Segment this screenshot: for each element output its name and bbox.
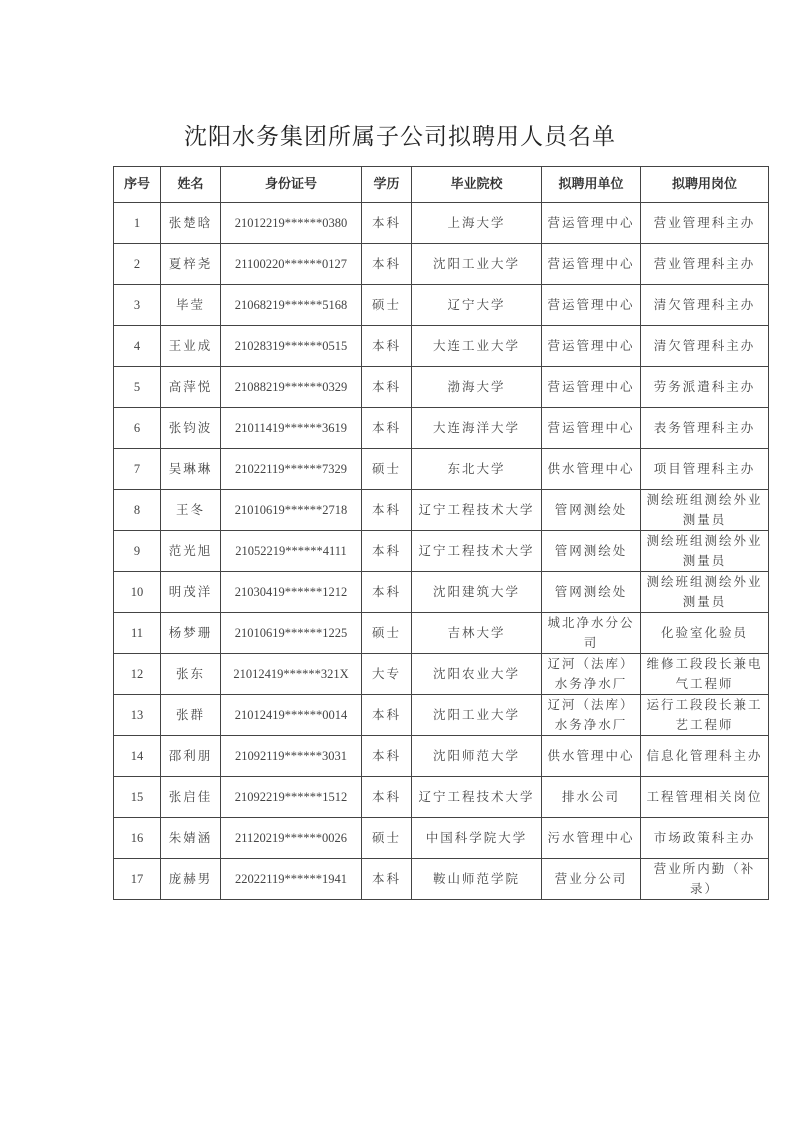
name-cell: 张楚晗: [161, 203, 221, 244]
table-row: [114, 654, 769, 695]
id-number-cell: 21012219******0380: [221, 203, 362, 244]
seq-cell: 5: [114, 367, 161, 408]
seq-cell: 14: [114, 736, 161, 777]
education-cell: 本科: [362, 244, 412, 285]
header-school: 毕业院校: [412, 167, 542, 203]
name-cell: 明茂洋: [161, 572, 221, 613]
school-cell: 沈阳工业大学: [412, 244, 542, 285]
education-cell: 本科: [362, 203, 412, 244]
name-cell: 张钧波: [161, 408, 221, 449]
table-row: [114, 572, 769, 613]
unit-cell: 城北净水分公司: [542, 613, 641, 654]
id-number-cell: 21030419******1212: [221, 572, 362, 613]
name-cell: 朱婧涵: [161, 818, 221, 859]
id-number-cell: 21012419******321X: [221, 654, 362, 695]
post-cell: 清欠管理科主办: [641, 285, 769, 326]
seq-cell: 13: [114, 695, 161, 736]
post-cell: 测绘班组测绘外业测量员: [641, 490, 769, 531]
education-cell: 本科: [362, 736, 412, 777]
post-cell: 维修工段段长兼电气工程师: [641, 654, 769, 695]
education-cell: 本科: [362, 859, 412, 900]
seq-cell: 6: [114, 408, 161, 449]
unit-cell: 管网测绘处: [542, 531, 641, 572]
post-cell: 营业管理科主办: [641, 244, 769, 285]
table-row: [114, 449, 769, 490]
post-cell: 清欠管理科主办: [641, 326, 769, 367]
post-cell: 表务管理科主办: [641, 408, 769, 449]
education-cell: 本科: [362, 572, 412, 613]
seq-cell: 16: [114, 818, 161, 859]
table-row: [114, 408, 769, 449]
education-cell: 本科: [362, 367, 412, 408]
seq-cell: 12: [114, 654, 161, 695]
unit-cell: 排水公司: [542, 777, 641, 818]
header-education: 学历: [362, 167, 412, 203]
unit-cell: 污水管理中心: [542, 818, 641, 859]
name-cell: 高萍悦: [161, 367, 221, 408]
name-cell: 张群: [161, 695, 221, 736]
school-cell: 沈阳师范大学: [412, 736, 542, 777]
header-unit: 拟聘用单位: [542, 167, 641, 203]
school-cell: 沈阳工业大学: [412, 695, 542, 736]
table-row: [114, 777, 769, 818]
table-row: [114, 818, 769, 859]
id-number-cell: 21022119******7329: [221, 449, 362, 490]
id-number-cell: 21011419******3619: [221, 408, 362, 449]
education-cell: 本科: [362, 326, 412, 367]
school-cell: 辽宁大学: [412, 285, 542, 326]
post-cell: 测绘班组测绘外业测量员: [641, 572, 769, 613]
name-cell: 毕莹: [161, 285, 221, 326]
school-cell: 大连工业大学: [412, 326, 542, 367]
unit-cell: 营运管理中心: [542, 408, 641, 449]
table-header-row: [114, 167, 769, 203]
unit-cell: 营运管理中心: [542, 326, 641, 367]
school-cell: 辽宁工程技术大学: [412, 777, 542, 818]
id-number-cell: 21092219******1512: [221, 777, 362, 818]
table-row: [114, 695, 769, 736]
seq-cell: 4: [114, 326, 161, 367]
table-row: [114, 285, 769, 326]
header-id-number: 身份证号: [221, 167, 362, 203]
education-cell: 大专: [362, 654, 412, 695]
unit-cell: 供水管理中心: [542, 449, 641, 490]
education-cell: 硕士: [362, 285, 412, 326]
name-cell: 张启佳: [161, 777, 221, 818]
unit-cell: 辽河（法库）水务净水厂: [542, 654, 641, 695]
seq-cell: 17: [114, 859, 161, 900]
education-cell: 本科: [362, 531, 412, 572]
school-cell: 中国科学院大学: [412, 818, 542, 859]
header-name: 姓名: [161, 167, 221, 203]
seq-cell: 7: [114, 449, 161, 490]
name-cell: 王业成: [161, 326, 221, 367]
header-post: 拟聘用岗位: [641, 167, 769, 203]
hiring-roster-table: [113, 166, 769, 900]
id-number-cell: 21052219******4111: [221, 531, 362, 572]
unit-cell: 管网测绘处: [542, 490, 641, 531]
school-cell: 沈阳农业大学: [412, 654, 542, 695]
name-cell: 邵利朋: [161, 736, 221, 777]
post-cell: 劳务派遣科主办: [641, 367, 769, 408]
school-cell: 上海大学: [412, 203, 542, 244]
seq-cell: 2: [114, 244, 161, 285]
post-cell: 市场政策科主办: [641, 818, 769, 859]
unit-cell: 辽河（法库）水务净水厂: [542, 695, 641, 736]
name-cell: 庞赫男: [161, 859, 221, 900]
post-cell: 营业管理科主办: [641, 203, 769, 244]
school-cell: 辽宁工程技术大学: [412, 531, 542, 572]
id-number-cell: 22022119******1941: [221, 859, 362, 900]
id-number-cell: 21092119******3031: [221, 736, 362, 777]
school-cell: 渤海大学: [412, 367, 542, 408]
id-number-cell: 21120219******0026: [221, 818, 362, 859]
table-row: [114, 367, 769, 408]
id-number-cell: 21010619******2718: [221, 490, 362, 531]
education-cell: 硕士: [362, 449, 412, 490]
table-row: [114, 203, 769, 244]
unit-cell: 管网测绘处: [542, 572, 641, 613]
school-cell: 辽宁工程技术大学: [412, 490, 542, 531]
id-number-cell: 21010619******1225: [221, 613, 362, 654]
education-cell: 硕士: [362, 818, 412, 859]
seq-cell: 15: [114, 777, 161, 818]
table-row: [114, 490, 769, 531]
id-number-cell: 21012419******0014: [221, 695, 362, 736]
unit-cell: 营运管理中心: [542, 367, 641, 408]
table-row: [114, 531, 769, 572]
seq-cell: 1: [114, 203, 161, 244]
table-row: [114, 859, 769, 900]
name-cell: 王冬: [161, 490, 221, 531]
education-cell: 本科: [362, 695, 412, 736]
id-number-cell: 21068219******5168: [221, 285, 362, 326]
post-cell: 营业所内勤（补录）: [641, 859, 769, 900]
id-number-cell: 21088219******0329: [221, 367, 362, 408]
name-cell: 张东: [161, 654, 221, 695]
school-cell: 吉林大学: [412, 613, 542, 654]
unit-cell: 营业分公司: [542, 859, 641, 900]
name-cell: 杨梦珊: [161, 613, 221, 654]
school-cell: 大连海洋大学: [412, 408, 542, 449]
education-cell: 本科: [362, 408, 412, 449]
seq-cell: 10: [114, 572, 161, 613]
table-row: [114, 244, 769, 285]
table-row: [114, 326, 769, 367]
seq-cell: 3: [114, 285, 161, 326]
name-cell: 范光旭: [161, 531, 221, 572]
seq-cell: 11: [114, 613, 161, 654]
document-title: 沈阳水务集团所属子公司拟聘用人员名单: [184, 124, 616, 150]
post-cell: 化验室化验员: [641, 613, 769, 654]
table-row: [114, 613, 769, 654]
seq-cell: 9: [114, 531, 161, 572]
post-cell: 信息化管理科主办: [641, 736, 769, 777]
post-cell: 测绘班组测绘外业测量员: [641, 531, 769, 572]
unit-cell: 供水管理中心: [542, 736, 641, 777]
school-cell: 东北大学: [412, 449, 542, 490]
name-cell: 吴琳琳: [161, 449, 221, 490]
school-cell: 沈阳建筑大学: [412, 572, 542, 613]
unit-cell: 营运管理中心: [542, 285, 641, 326]
education-cell: 本科: [362, 777, 412, 818]
education-cell: 本科: [362, 490, 412, 531]
school-cell: 鞍山师范学院: [412, 859, 542, 900]
table-row: [114, 736, 769, 777]
post-cell: 工程管理相关岗位: [641, 777, 769, 818]
header-seq: 序号: [114, 167, 161, 203]
unit-cell: 营运管理中心: [542, 203, 641, 244]
post-cell: 运行工段段长兼工艺工程师: [641, 695, 769, 736]
post-cell: 项目管理科主办: [641, 449, 769, 490]
unit-cell: 营运管理中心: [542, 244, 641, 285]
id-number-cell: 21028319******0515: [221, 326, 362, 367]
seq-cell: 8: [114, 490, 161, 531]
name-cell: 夏梓尧: [161, 244, 221, 285]
id-number-cell: 21100220******0127: [221, 244, 362, 285]
education-cell: 硕士: [362, 613, 412, 654]
